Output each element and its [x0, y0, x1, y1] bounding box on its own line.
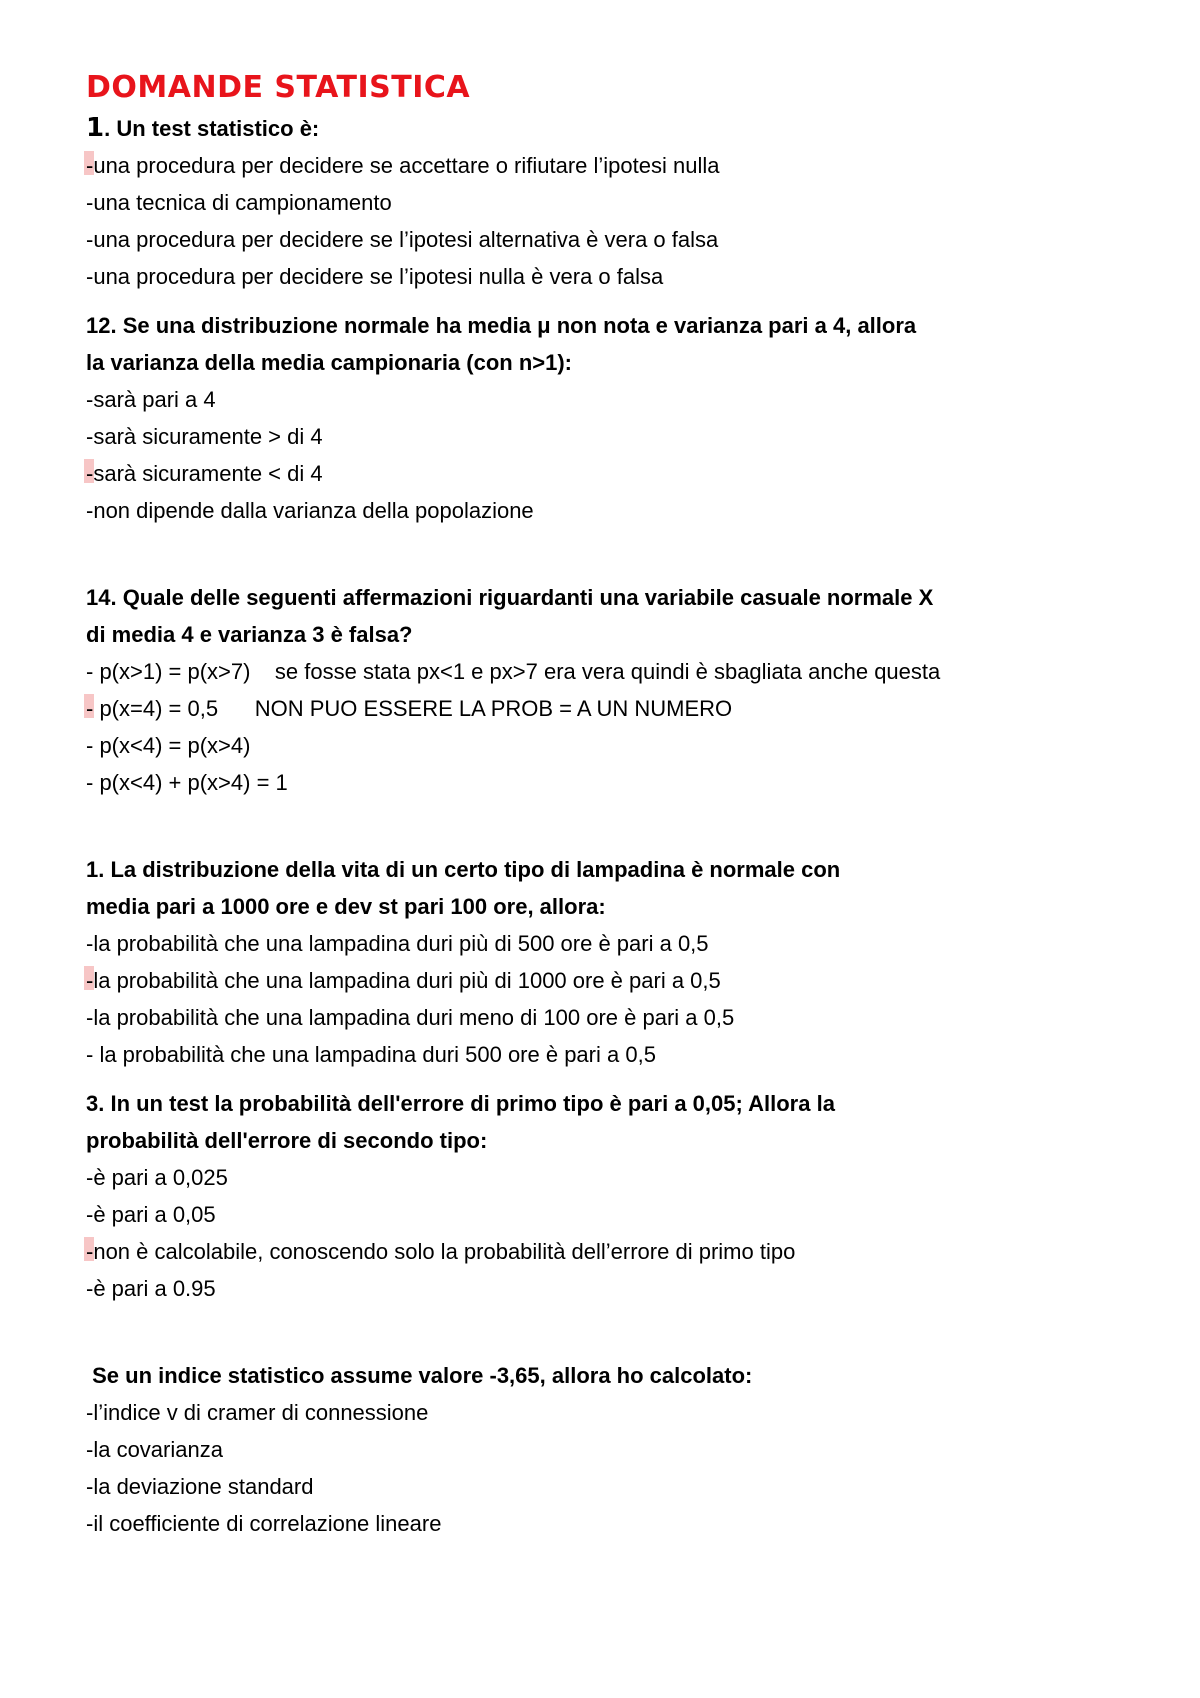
document-page — [86, 66, 1126, 1542]
option-line: -la covarianza — [86, 1437, 223, 1462]
question-text: . Un test statistico è: — [104, 116, 320, 141]
question-heading: 12. Se una distribuzione normale ha media μ non nota e varianza pari a 4, allora — [86, 313, 917, 338]
question-14 — [86, 579, 1126, 801]
option-line: -la probabilità che una lampadina duri più di 500 ore è pari a 0,5 — [86, 931, 709, 956]
option-line: -non dipende dalla varianza della popolazione — [86, 498, 534, 523]
question-heading: probabilità dell'errore di secondo tipo: — [86, 1128, 488, 1153]
question-heading: 14. Quale delle seguenti affermazioni riguardanti una variabile casuale normale X — [86, 585, 934, 610]
question-indice — [86, 1357, 1126, 1542]
option-line: -una procedura per decidere se l’ipotesi nulla è vera o falsa — [86, 264, 664, 289]
question-12 — [86, 307, 1126, 529]
question-heading: 3. In un test la probabilità dell'errore di primo tipo è pari a 0,05; Allora la — [86, 1091, 835, 1116]
highlight-marker: - — [86, 962, 93, 999]
option-line: -una procedura per decidere se accettare o rifiutare l’ipotesi nulla — [86, 147, 1126, 184]
highlight-marker: - — [86, 690, 93, 727]
option-line: - la probabilità che una lampadina duri 500 ore è pari a 0,5 — [86, 1042, 656, 1067]
question-3 — [86, 1085, 1126, 1307]
highlight-marker: - — [86, 455, 93, 492]
option-line: -è pari a 0,025 — [86, 1165, 228, 1190]
question-heading: 1. La distribuzione della vita di un certo tipo di lampadina è normale con — [86, 857, 841, 882]
option-line: -sarà sicuramente > di 4 — [86, 424, 323, 449]
option-line: -non è calcolabile, conoscendo solo la probabilità dell’errore di primo tipo — [86, 1233, 1126, 1270]
question-number: 1 — [86, 113, 105, 143]
question-1 — [86, 110, 1126, 295]
option-line: -la deviazione standard — [86, 1474, 314, 1499]
option-line: -la probabilità che una lampadina duri più di 1000 ore è pari a 0,5 — [86, 962, 1126, 999]
option-line: -sarà sicuramente < di 4 — [86, 455, 1126, 492]
option-line: -una procedura per decidere se l’ipotesi alternativa è vera o falsa — [86, 227, 719, 252]
option-line: -è pari a 0.95 — [86, 1276, 216, 1301]
question-heading: di media 4 e varianza 3 è falsa? — [86, 622, 413, 647]
highlight-marker: - — [86, 147, 93, 184]
question-lampadina — [86, 851, 1126, 1073]
question-heading: la varianza della media campionaria (con n>1): — [86, 350, 573, 375]
option-line: - p(x<4) + p(x>4) = 1 — [86, 770, 288, 795]
option-line: - p(x>1) = p(x>7) se fosse stata px<1 e px>7 era vera quindi è sbagliata anche questa — [86, 659, 941, 684]
option-line: -sarà pari a 4 — [86, 387, 216, 412]
option-line: -il coefficiente di correlazione lineare — [86, 1511, 442, 1536]
question-heading — [86, 110, 1126, 147]
option-line: -una tecnica di campionamento — [86, 190, 392, 215]
question-heading: Se un indice statistico assume valore -3,65, allora ho calcolato: — [86, 1363, 753, 1388]
highlight-marker: - — [86, 1233, 93, 1270]
question-heading: media pari a 1000 ore e dev st pari 100 ore, allora: — [86, 894, 606, 919]
option-line: -l’indice v di cramer di connessione — [86, 1400, 429, 1425]
option-line: -è pari a 0,05 — [86, 1202, 216, 1227]
document-title: DOMANDE STATISTICA — [86, 70, 471, 105]
option-line: - p(x=4) = 0,5 NON PUO ESSERE LA PROB = A UN NUMERO — [86, 690, 1126, 727]
option-line: -la probabilità che una lampadina duri meno di 100 ore è pari a 0,5 — [86, 1005, 735, 1030]
option-line: - p(x<4) = p(x>4) — [86, 733, 251, 758]
